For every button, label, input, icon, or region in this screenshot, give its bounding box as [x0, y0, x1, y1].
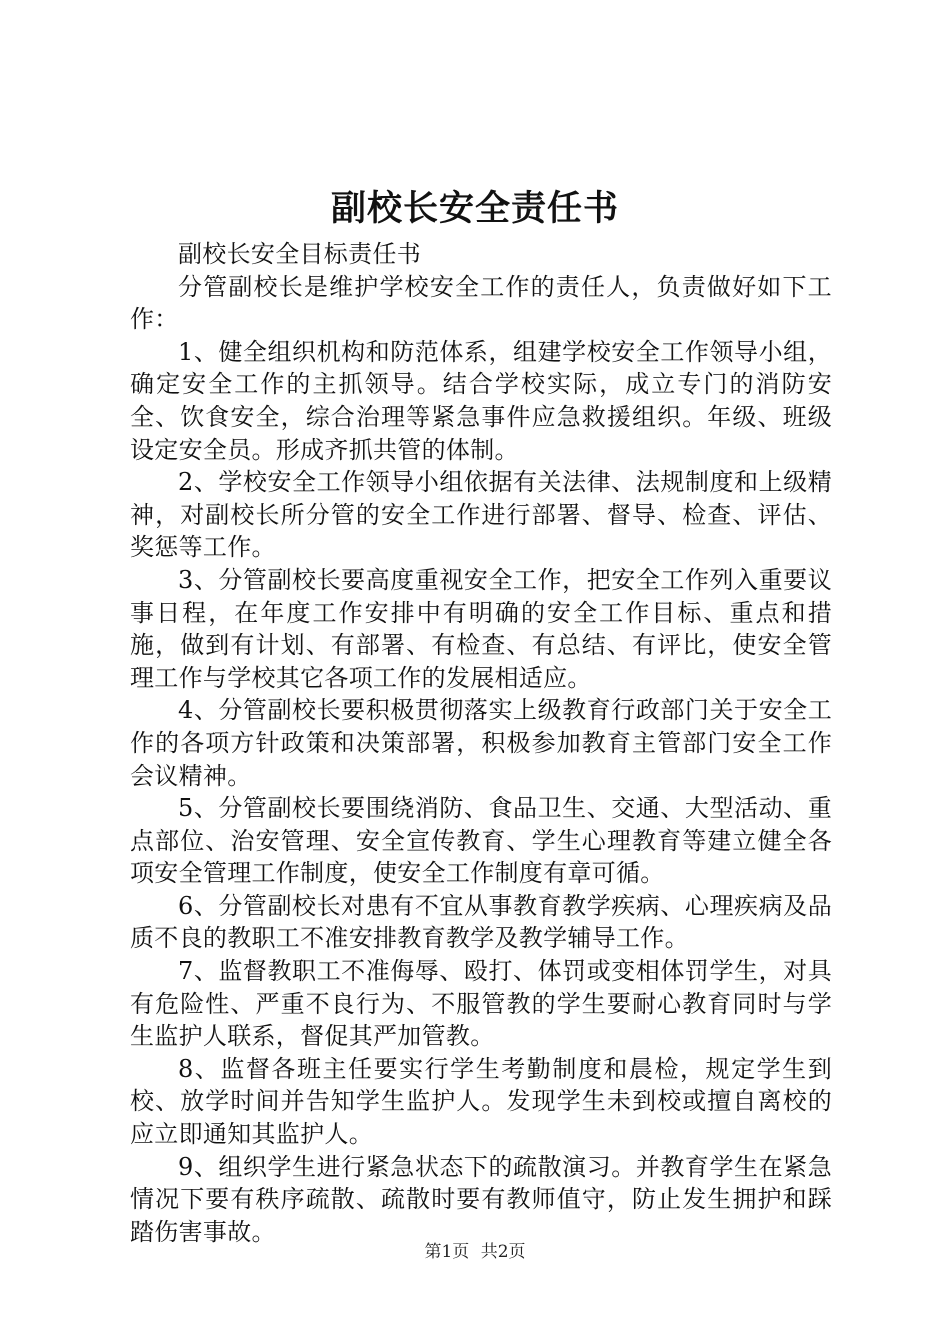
intro-paragraph: 分管副校长是维护学校安全工作的责任人，负责做好如下工作：: [130, 272, 832, 334]
subtitle-paragraph: 副校长安全目标责任书: [178, 240, 421, 268]
clause-paragraph-3: 3、分管副校长要高度重视安全工作，把安全工作列入重要议事日程，在年度工作安排中有明确的安全工作目标、重点和措施，做到有计划、有部署、有检查、有总结、有评比，使安全管理工作与学校其它各项工作的发展相适应。: [130, 565, 832, 692]
clause-paragraph-7: 7、监督教职工不准侮辱、殴打、体罚或变相体罚学生，对具有危险性、严重不良行为、不服管教的学生要耐心教育同时与学生监护人联系，督促其严加管教。: [130, 957, 832, 1051]
page-footer: [0, 1240, 950, 1264]
clause-paragraph-4: 4、分管副校长要积极贯彻落实上级教育行政部门关于安全工作的各项方针政策和决策部署，积极参加教育主管部门安全工作会议精神。: [130, 696, 832, 790]
clause-paragraph-8: 8、监督各班主任要实行学生考勤制度和晨检，规定学生到校、放学时间并告知学生监护人。发现学生未到校或擅自离校的应立即通知其监护人。: [130, 1054, 832, 1149]
clause-paragraph-5: 5、分管副校长要围绕消防、食品卫生、交通、大型活动、重点部位、治安管理、安全宣传教育、学生心理教育等建立健全各项安全管理工作制度，使安全工作制度有章可循。: [130, 794, 832, 888]
clause-paragraph-1: 1、健全组织机构和防范体系，组建学校安全工作领导小组，确定安全工作的主抓领导。结合学校实际，成立专门的消防安全、饮食安全，综合治理等紧急事件应急救援组织。年级、班级设定安全员。形成齐抓共管的体制。: [130, 337, 832, 464]
clause-paragraph-2: 2、学校安全工作领导小组依据有关法律、法规制度和上级精神，对副校长所分管的安全工作进行部署、督导、检查、评估、奖惩等工作。: [130, 468, 832, 562]
page-number: 第1页: [424, 1242, 470, 1262]
document-body: [130, 238, 832, 1248]
clause-paragraph-9: 9、组织学生进行紧急状态下的疏散演习。并教育学生在紧急情况下要有秩序疏散、疏散时要有教师值守，防止发生拥护和踩踏伤害事故。: [130, 1152, 832, 1246]
page-total: 共2页: [480, 1242, 526, 1262]
clause-paragraph-6: 6、分管副校长对患有不宜从事教育教学疾病、心理疾病及品质不良的教职工不准安排教育教学及教学辅导工作。: [130, 891, 832, 953]
document-title: 副校长安全责任书: [330, 188, 619, 229]
